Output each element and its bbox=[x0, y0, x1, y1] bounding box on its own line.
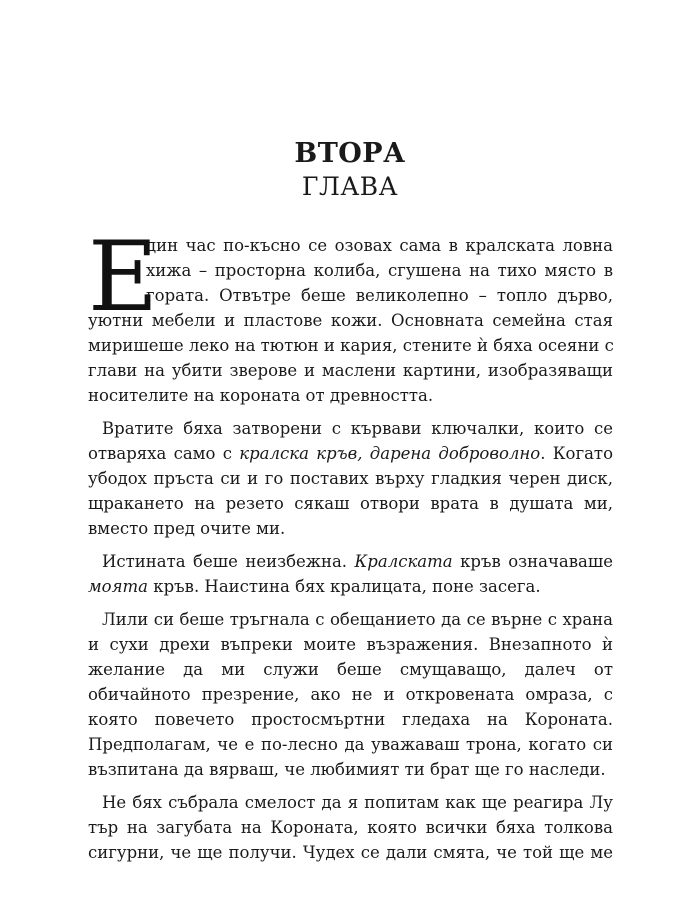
body-text bbox=[88, 221, 614, 865]
text-line: дин час по-късно се озовах сама в кралската ловна bbox=[146, 236, 613, 255]
text-line: убодох пръста си и го поставих върху гладкия черен диск, bbox=[88, 469, 613, 488]
text-line: възпитана да вярваш, че любимият ти брат ще го наследи. bbox=[88, 760, 606, 779]
text-run: кръв. Наистина бях кралицата, поне засега. bbox=[148, 577, 541, 596]
text-run: отваряха само с bbox=[88, 444, 240, 463]
text-line bbox=[88, 441, 613, 466]
text-line: която повечето простосмъртни гледаха на Короната. bbox=[88, 710, 613, 729]
text-run: Истината беше неизбежна. bbox=[102, 552, 355, 571]
text-run: . Когато bbox=[540, 444, 613, 463]
italic-run: Кралската bbox=[354, 552, 453, 571]
text-line: уютни мебели и пластове кожи. Основната семейна стая bbox=[88, 311, 613, 330]
text-line: обичайното презрение, ако не и откровената омраза, с bbox=[88, 685, 613, 704]
text-run: кръв означаваше bbox=[452, 552, 613, 571]
text-line: Лили си беше тръгнала с обещанието да се върне с храна bbox=[102, 610, 613, 629]
chapter-title: ГЛАВА bbox=[301, 172, 399, 201]
text-line: Не бях събрала смелост да я попитам как ще реагира Лу bbox=[102, 793, 613, 812]
text-line bbox=[88, 549, 613, 574]
text-line: носителите на короната от древността. bbox=[88, 386, 434, 405]
text-line: и сухи дрехи въпреки моите възражения. Внезапното ѝ bbox=[88, 635, 613, 654]
text-line bbox=[88, 574, 613, 599]
italic-run: кралска кръв, дарена доброволно bbox=[239, 444, 541, 463]
text-line: Предполагам, че е по-лесно да уважаваш трона, когато си bbox=[88, 735, 613, 754]
text-line: гората. Отвътре беше великолепно – топло дърво, bbox=[146, 286, 613, 305]
text-line: Вратите бяха затворени с кървави ключалки, които се bbox=[102, 419, 613, 438]
text-line: хижа – просторна колиба, сгушена на тихо място в bbox=[146, 261, 613, 280]
drop-cap: Е bbox=[88, 221, 159, 333]
text-line: щракането на резето сякаш отвори врата в душата ми, bbox=[88, 494, 613, 513]
text-line: миришеше леко на тютюн и кария, стените ѝ бяха осеяни с bbox=[88, 336, 614, 355]
text-line: желание да ми служи беше смущаващо, далеч от bbox=[88, 660, 613, 679]
text-line: глави на убити зверове и маслени картини, изобразяващи bbox=[88, 361, 613, 380]
text-line: вместо пред очите ми. bbox=[88, 519, 286, 538]
italic-run: моята bbox=[88, 577, 149, 596]
text-line: тър на загубата на Короната, която всички бяха толкова bbox=[88, 818, 613, 837]
chapter-number: ВТОРА bbox=[294, 138, 406, 169]
text-line: сигурни, че ще получи. Чудех се дали смята, че той ще ме bbox=[88, 843, 613, 862]
